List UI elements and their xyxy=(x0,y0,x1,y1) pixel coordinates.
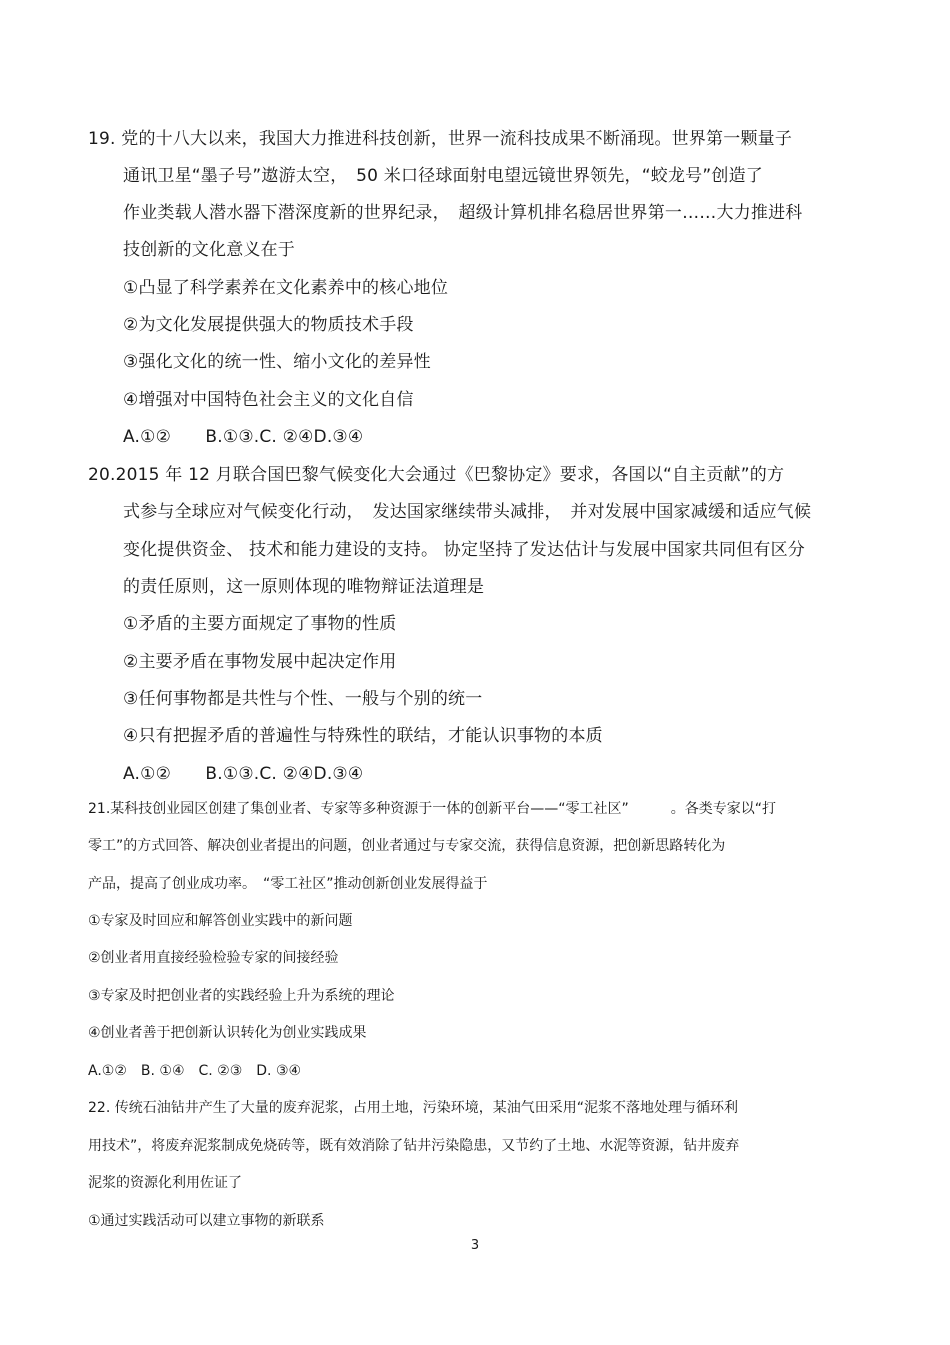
q20-stem-line-1: 20.2015 年 12 月联合国巴黎气候变化大会通过《巴黎协定》要求，各国以“自主贡献”的方 xyxy=(88,465,785,485)
q20-stem-line-3: 变化提供资金、 技术和能力建设的支持。 协定坚持了发达估计与发展中国家共同但有区分 xyxy=(123,540,806,560)
q19-stem-line-3: 作业类载人潜水器下潜深度新的世界纪录， 超级计算机排名稳居世界第一……大力推进科 xyxy=(123,203,803,223)
q22-stem-line-2: 用技术”，将废弃泥浆制成免烧砖等，既有效消除了钻井污染隐患，又节约了土地、水泥等资源，钻井废弃 xyxy=(88,1138,740,1154)
q19-stem-line-2: 通讯卫星“墨子号”遨游太空， 50 米口径球面射电望远镜世界领先，“蛟龙号”创造了 xyxy=(123,166,763,186)
q20-option-3: ③任何事物都是共性与个性、一般与个别的统一 xyxy=(123,689,483,709)
page-number: 3 xyxy=(470,1238,480,1253)
q19-option-3: ③强化文化的统一性、缩小文化的差异性 xyxy=(123,352,431,372)
q20-stem-line-2: 式参与全球应对气候变化行动， 发达国家继续带头减排， 并对发展中国家减缓和适应气候 xyxy=(123,502,812,522)
q21-stem-line-3: 产品，提高了创业成功率。 “零工社区”推动创新创业发展得益于 xyxy=(88,876,488,892)
q21-stem-line-2: 零工”的方式回答、解决创业者提出的问题，创业者通过与专家交流，获得信息资源，把创新思路转化为 xyxy=(88,838,726,854)
q21-answer-choices: A.①② B. ①④ C. ②③ D. ③④ xyxy=(88,1063,302,1079)
q21-option-3: ③专家及时把创业者的实践经验上升为系统的理论 xyxy=(88,988,395,1004)
q20-option-2: ②主要矛盾在事物发展中起决定作用 xyxy=(123,652,397,672)
q19-stem-line-4: 技创新的文化意义在于 xyxy=(123,240,295,260)
q20-option-4: ④只有把握矛盾的普遍性与特殊性的联结，才能认识事物的本质 xyxy=(123,726,603,746)
q19-answer-choices: A.①② B.①③.C. ②④D.③④ xyxy=(123,427,364,447)
q19-option-4: ④增强对中国特色社会主义的文化自信 xyxy=(123,390,414,410)
q19-stem-line-1: 19. 党的十八大以来，我国大力推进科技创新，世界一流科技成果不断涌现。世界第一颗量子 xyxy=(88,129,793,149)
q20-answer-choices: A.①② B.①③.C. ②④D.③④ xyxy=(123,764,364,784)
q22-stem-line-3: 泥浆的资源化利用佐证了 xyxy=(88,1175,242,1191)
q22-stem-line-1: 22. 传统石油钻井产生了大量的废弃泥浆，占用土地，污染环境，某油气田采用“泥浆不落地处理与循环利 xyxy=(88,1100,738,1116)
q20-option-1: ①矛盾的主要方面规定了事物的性质 xyxy=(123,614,397,634)
q20-stem-line-4: 的责任原则，这一原则体现的唯物辩证法道理是 xyxy=(123,577,485,597)
q21-stem-line-1: 21.某科技创业园区创建了集创业者、专家等多种资源于一体的创新平台——“零工社区” 。各类专家以“打 xyxy=(88,801,777,817)
q19-option-1: ①凸显了科学素养在文化素养中的核心地位 xyxy=(123,278,449,298)
q22-option-1: ①通过实践活动可以建立事物的新联系 xyxy=(88,1213,325,1229)
q19-option-2: ②为文化发展提供强大的物质技术手段 xyxy=(123,315,414,335)
q21-option-1: ①专家及时回应和解答创业实践中的新问题 xyxy=(88,913,353,929)
q21-option-2: ②创业者用直接经验检验专家的间接经验 xyxy=(88,950,339,966)
q21-option-4: ④创业者善于把创新认识转化为创业实践成果 xyxy=(88,1025,367,1041)
